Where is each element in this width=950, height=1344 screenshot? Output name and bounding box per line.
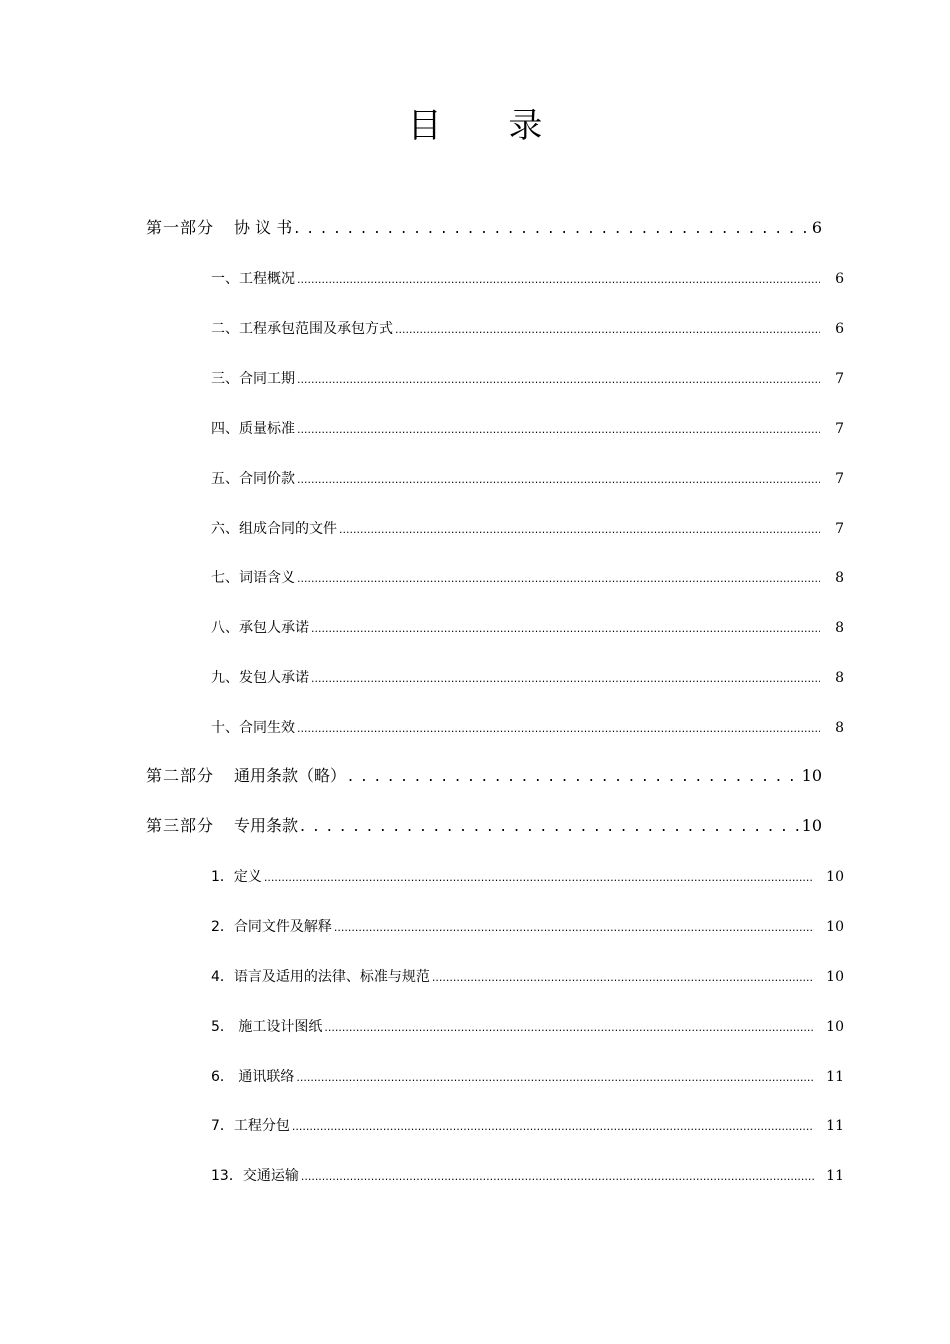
toc-entry-label: 六、组成合同的文件 bbox=[211, 521, 337, 537]
toc-part-name: 专用条款 bbox=[234, 816, 299, 835]
toc-sub-entry[interactable] bbox=[211, 418, 844, 438]
toc-sub-entry[interactable] bbox=[211, 617, 844, 637]
toc-entry-label: 八、承包人承诺 bbox=[211, 620, 309, 636]
toc-part-number: 第三部分 bbox=[146, 816, 215, 835]
toc-dot-leader bbox=[297, 421, 820, 437]
toc-dot-leader bbox=[264, 869, 814, 885]
page-title: 目 录 bbox=[407, 106, 571, 146]
toc-dot-leader bbox=[297, 271, 820, 287]
toc-dot-leader bbox=[297, 720, 820, 736]
toc-dot-leader bbox=[324, 1019, 814, 1035]
toc-entry-label: 6． 通讯联络 bbox=[211, 1069, 295, 1085]
toc-entry-label: 7．工程分包 bbox=[211, 1118, 290, 1134]
toc-page-number: 7 bbox=[835, 421, 844, 437]
toc-page-number: 7 bbox=[835, 521, 844, 537]
toc-part-number: 第二部分 bbox=[146, 766, 215, 785]
toc-dot-leader bbox=[432, 969, 814, 985]
toc-entry-label: 5． 施工设计图纸 bbox=[211, 1019, 323, 1035]
toc-dot-leader bbox=[311, 670, 820, 686]
toc-page-number: 7 bbox=[835, 371, 844, 387]
toc-page-number: 6 bbox=[811, 218, 822, 237]
toc-entry-label: 4．语言及适用的法律、标准与规范 bbox=[211, 969, 430, 985]
toc-sub-entry[interactable] bbox=[211, 1016, 844, 1036]
toc-entry-label: 九、发包人承诺 bbox=[211, 670, 309, 686]
toc-dot-leader bbox=[311, 620, 820, 636]
toc-page-number: 6 bbox=[835, 271, 844, 287]
toc-sub-entry[interactable] bbox=[211, 318, 844, 338]
toc-page-number: 10 bbox=[801, 766, 822, 785]
toc-page-number: 8 bbox=[835, 720, 844, 736]
toc-dot-leader bbox=[292, 1118, 814, 1134]
toc-dot-leader bbox=[297, 371, 820, 387]
toc-page-number: 8 bbox=[835, 570, 844, 586]
toc-dot-leader bbox=[339, 521, 820, 537]
toc-part-entry[interactable] bbox=[146, 215, 822, 238]
toc-entry-label: 一、工程概况 bbox=[211, 271, 295, 287]
toc-dot-leader bbox=[301, 1168, 814, 1184]
toc-dot-leader bbox=[294, 218, 810, 237]
toc-page-number: 7 bbox=[835, 471, 844, 487]
toc-sub-entry[interactable] bbox=[211, 966, 844, 986]
toc-page-number: 10 bbox=[826, 1019, 844, 1035]
toc-entry-label: 1．定义 bbox=[211, 869, 262, 885]
toc-part-entry[interactable] bbox=[146, 763, 822, 786]
toc-entry-label: 二、工程承包范围及承包方式 bbox=[211, 321, 393, 337]
toc-page-number: 11 bbox=[826, 1069, 844, 1085]
toc-sub-entry[interactable] bbox=[211, 667, 844, 687]
toc-page-number: 10 bbox=[801, 816, 822, 835]
toc-page-number: 10 bbox=[826, 919, 844, 935]
toc-dot-leader bbox=[348, 766, 800, 785]
toc-page-number: 11 bbox=[826, 1168, 844, 1184]
toc-sub-entry[interactable] bbox=[211, 1115, 844, 1135]
toc-entry-label: 13．交通运输 bbox=[211, 1168, 299, 1184]
toc-dot-leader bbox=[334, 919, 814, 935]
toc-entry-label: 五、合同价款 bbox=[211, 471, 295, 487]
toc-part-number: 第一部分 bbox=[146, 218, 215, 237]
toc-dot-leader bbox=[297, 471, 820, 487]
toc-sub-entry[interactable] bbox=[211, 368, 844, 388]
toc-sub-entry[interactable] bbox=[211, 916, 844, 936]
toc-page-number: 6 bbox=[835, 321, 844, 337]
toc-sub-entry[interactable] bbox=[211, 1066, 844, 1086]
toc-dot-leader bbox=[296, 1069, 814, 1085]
toc-page-number: 8 bbox=[835, 620, 844, 636]
toc-dot-leader bbox=[297, 570, 820, 586]
toc-page-number: 11 bbox=[826, 1118, 844, 1134]
toc-part-name: 协 议 书 bbox=[234, 218, 293, 237]
toc-page-number: 10 bbox=[826, 969, 844, 985]
toc-sub-entry[interactable] bbox=[211, 1165, 844, 1185]
toc-entry-label: 四、质量标准 bbox=[211, 421, 295, 437]
toc-part-name: 通用条款（略） bbox=[234, 766, 347, 785]
toc-part-entry[interactable] bbox=[146, 813, 822, 836]
toc-entry-label: 十、合同生效 bbox=[211, 720, 295, 736]
toc-sub-entry[interactable] bbox=[211, 717, 844, 737]
toc-sub-entry[interactable] bbox=[211, 866, 844, 886]
toc-dot-leader bbox=[395, 321, 820, 337]
toc-entry-label: 三、合同工期 bbox=[211, 371, 295, 387]
toc-sub-entry[interactable] bbox=[211, 567, 844, 587]
toc-page-number: 8 bbox=[835, 670, 844, 686]
toc-sub-entry[interactable] bbox=[211, 468, 844, 488]
toc-dot-leader bbox=[300, 816, 800, 835]
toc-entry-label: 2．合同文件及解释 bbox=[211, 919, 332, 935]
toc-sub-entry[interactable] bbox=[211, 268, 844, 288]
toc-entry-label: 七、词语含义 bbox=[211, 570, 295, 586]
toc-sub-entry[interactable] bbox=[211, 518, 844, 538]
toc-page-number: 10 bbox=[826, 869, 844, 885]
